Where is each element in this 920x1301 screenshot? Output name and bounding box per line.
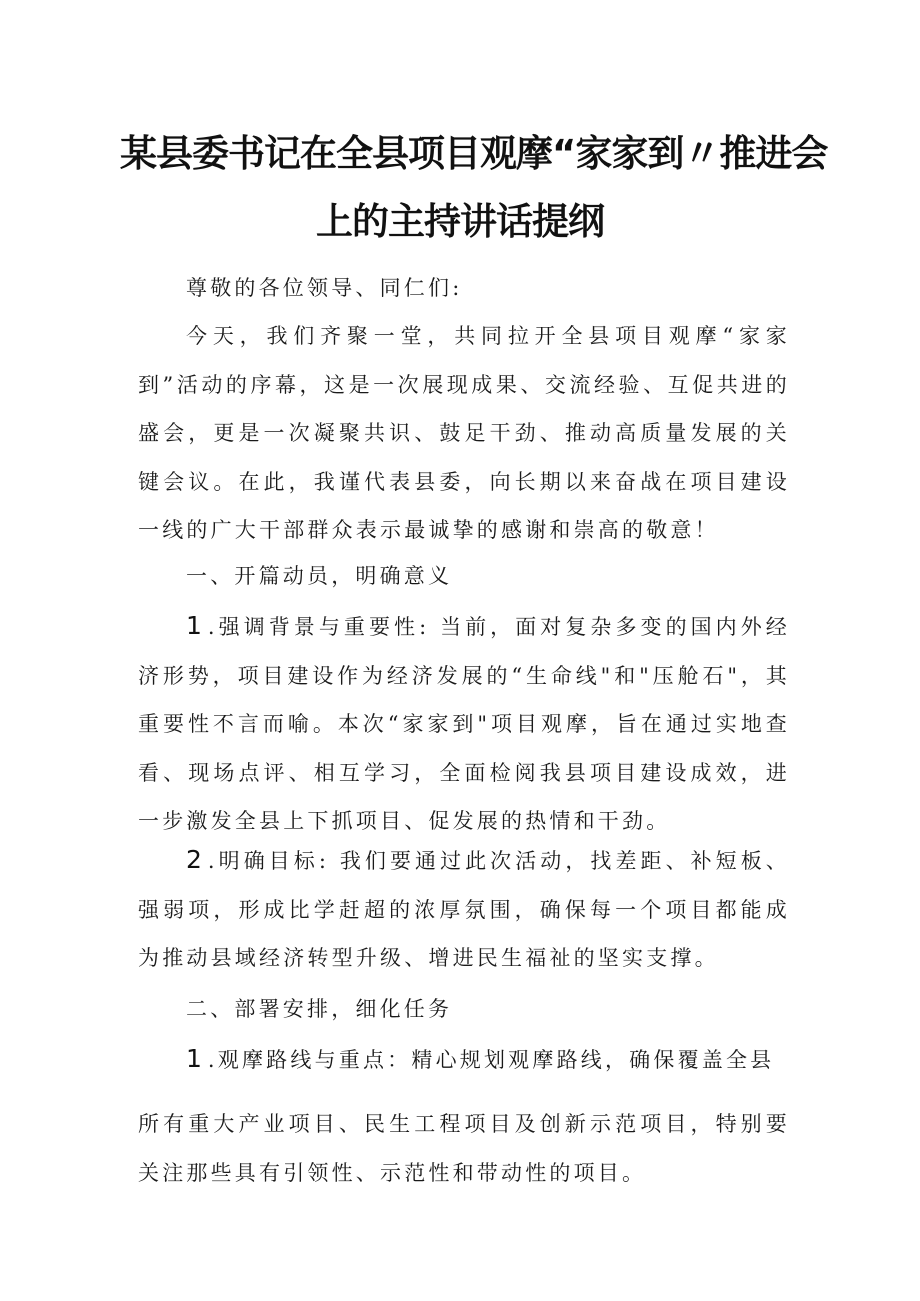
section-heading-2: 二、部署安排，细化任务 (186, 997, 453, 1021)
section-2-item-1 (138, 1035, 790, 1085)
section-heading-1: 一、开篇动员，明确意义 (186, 564, 453, 588)
item-number: 1 (186, 1044, 208, 1073)
item-number: 1 (186, 611, 208, 640)
document-title-line-1: 某县委书记在全县项目观摩“家家到〃推进会 (120, 132, 828, 175)
section-1-item-1 (138, 602, 790, 846)
intro-paragraph: 今天，我们齐聚一堂，共同拉开全县项目观摩“家家到”活动的序幕，这是一次展现成果、交流经验、互促共进的盛会，更是一次凝聚共识、鼓足干劲、推动高质量发展的关键会议。在此，我谨代表县委，向长期以来奋战在项目建设一线的广大干部群众表示最诚挚的感谢和崇高的敬意！ (138, 324, 790, 543)
section-2-item-1-continuation: 所有重大产业项目、民生工程项目及创新示范项目，特别要关注那些具有引领性、示范性和带动性的项目。 (138, 1112, 790, 1185)
item-text: .强调背景与重要性: 当前，面对复杂多变的国内外经济形势，项目建设作为经济发展的“生命线"和"压舱石"，其重要性不言而喻。本次“家家到"项目观摩，旨在通过实地查看、现场点评、相互学习，全面检阅我县项目建设成效，进一步激发全县上下抓项目、促发展的热情和干劲。 (138, 615, 790, 834)
item-text: .观摩路线与重点：精心规划观摩路线，确保覆盖全县 (207, 1048, 775, 1072)
item-number: 2 (186, 845, 208, 874)
document-title-line-2: 上的主持讲话提纲 (316, 200, 604, 243)
section-1-item-2 (138, 836, 790, 983)
item-text: .明确目标: 我们要通过此次活动，找差距、补短板、强弱项，形成比学赶超的浓厚氛围，确保每一个项目都能成为推动县域经济转型升级、增进民生福祉的坚实支撑。 (138, 849, 790, 971)
greeting: 尊敬的各位领导、同仁们: (186, 276, 463, 300)
